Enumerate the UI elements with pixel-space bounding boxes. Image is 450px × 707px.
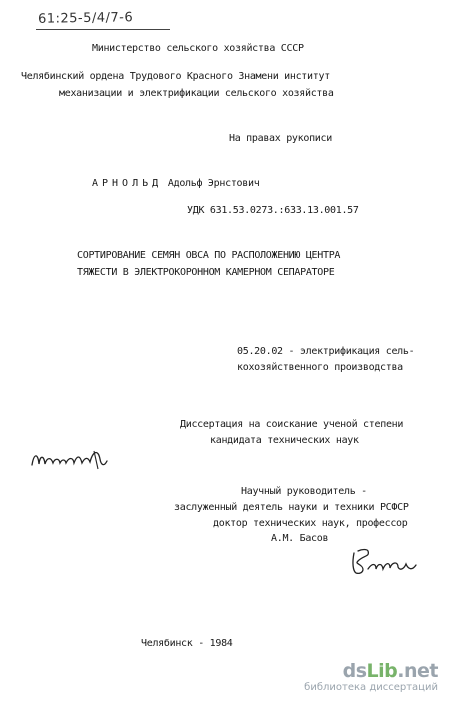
- specialty-line-2: кохозяйственного производства: [237, 362, 403, 373]
- logo-part-ds: ds: [342, 660, 367, 682]
- dissertation-line-2: кандидата технических наук: [210, 435, 359, 446]
- stamp-underline: [36, 29, 170, 30]
- dslib-logo: [304, 660, 438, 682]
- specialty-line-1: 05.20.02 - электрификация сель-: [237, 346, 415, 357]
- institute-line-1: Челябинский ордена Трудового Красного Знамени институт: [21, 71, 330, 82]
- title-line-2: ТЯЖЕСТИ В ЭЛЕКТРОКОРОННОМ КАМЕРНОМ СЕПАРАТОРЕ: [77, 267, 335, 278]
- advisor-name: А.М. Басов: [271, 533, 329, 544]
- manuscript-rights: На правах рукописи: [229, 133, 332, 144]
- dissertation-line-1: Диссертация на соискание ученой степени: [180, 419, 404, 430]
- ministry-name: Министерство сельского хозяйства СССР: [92, 43, 304, 54]
- watermark-subtitle: библиотека диссертаций: [304, 682, 438, 693]
- advisor-line-3: доктор технических наук, профессор: [213, 518, 408, 529]
- dslib-watermark: [304, 660, 438, 693]
- title-line-1: СОРТИРОВАНИЕ СЕМЯН ОВСА ПО РАСПОЛОЖЕНИЮ ЦЕНТРА: [77, 250, 341, 261]
- logo-part-net: .net: [397, 660, 438, 682]
- institute-line-2: механизации и электрификации сельского хозяйства: [59, 88, 334, 99]
- author-signature: [28, 445, 110, 475]
- author-surname: АРНОЛЬД: [92, 178, 163, 189]
- advisor-line-2: заслуженный деятель науки и техники РСФСР: [174, 502, 409, 513]
- udc-code: УДК 631.53.0273.:633.13.001.57: [187, 205, 359, 216]
- advisor-signature: [348, 545, 420, 579]
- author-name: [92, 178, 259, 190]
- logo-part-lib: Lib: [366, 660, 398, 682]
- archive-stamp: 61:25-5/4/7-6: [37, 10, 134, 27]
- author-given-name: Адольф Эрнстович: [167, 178, 260, 189]
- advisor-line-1: Научный руководитель -: [241, 486, 367, 497]
- place-and-year: Челябинск - 1984: [141, 638, 233, 649]
